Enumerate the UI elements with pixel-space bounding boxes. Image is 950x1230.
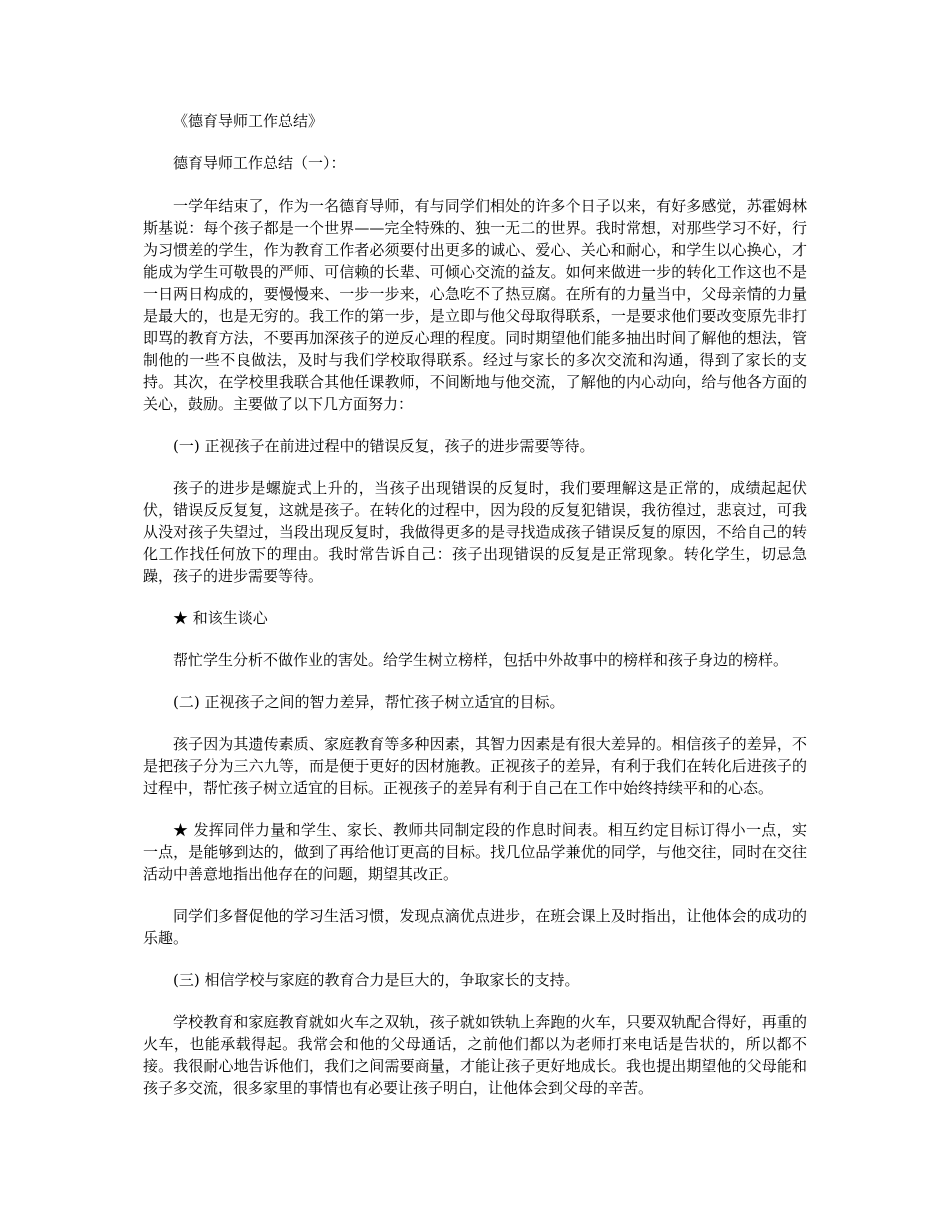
- document-title: 《德育导师工作总结》: [173, 112, 324, 130]
- section-heading-3: (三) 相信学校与家庭的教育合力是巨大的，争取家长的支持。: [173, 971, 580, 989]
- body-paragraph: 帮忙学生分析不做作业的害处。给学生树立榜样，包括中外故事中的榜样和孩子身边的榜样。: [173, 651, 789, 669]
- section-heading-1: (一) 正视孩子在前进过程中的错误反复，孩子的进步需要等待。: [173, 437, 595, 455]
- body-paragraph: 同学们多督促他的学习生活习惯，发现点滴优点进步，在班会课上及时指出，让他体会的成功的乐趣。: [143, 907, 807, 947]
- section-heading-2: (二) 正视孩子之间的智力差异，帮忙孩子树立适宜的目标。: [173, 693, 565, 711]
- star-item: ★ 和该生谈心: [173, 609, 268, 627]
- body-paragraph: 孩子的进步是螺旋式上升的，当孩子出现错误的反复时，我们要理解这是正常的，成绩起起伏伏，错误反反复复，这就是孩子。在转化的过程中，因为段的反复犯错误，我彷徨过，悲哀过，可我从没对孩子失望过，当段出现反复时，我做得更多的是寻找造成孩子错误反复的原因，不给自己的转化工作找任何放下的理由。我时常告诉自己：孩子出现错误的反复是正常现象。转化学生，切忌急躁，孩子的进步需要等待。: [143, 479, 807, 585]
- body-paragraph: 孩子因为其遗传素质、家庭教育等多种因素，其智力因素是有很大差异的。相信孩子的差异，不是把孩子分为三六九等，而是便于更好的因材施教。正视孩子的差异，有利于我们在转化后进孩子的过程中，帮忙孩子树立适宜的目标。正视孩子的差异有利于自己在工作中始终持续平和的心态。: [143, 735, 807, 797]
- star-item: ★ 发挥同伴力量和学生、家长、教师共同制定段的作息时间表。相互约定目标订得小一点，实一点，是能够到达的，做到了再给他订更高的目标。找几位品学兼优的同学，与他交往，同时在交往活动中善意地指出他存在的问题，期望其改正。: [143, 821, 807, 883]
- intro-paragraph: 一学年结束了，作为一名德育导师，有与同学们相处的许多个日子以来，有好多感觉，苏霍姆林斯基说：每个孩子都是一个世界——完全特殊的、独一无二的世界。我时常想，对那些学习不好，行为习惯差的学生，作为教育工作者必须要付出更多的诚心、爱心、关心和耐心，和学生以心换心，才能成为学生可敬畏的严师、可信赖的长辈、可倾心交流的益友。如何来做进一步的转化工作这也不是一日两日构成的，要慢慢来、一步一步来，心急吃不了热豆腐。在所有的力量当中，父母亲情的力量是最大的，也是无穷的。我工作的第一步，是立即与他父母取得联系，一是要求他们要改变原先非打即骂的教育方法，不要再加深孩子的逆反心理的程度。同时期望他们能多抽出时间了解他的想法，管制他的一些不良做法，及时与我们学校取得联系。经过与家长的多次交流和沟通，得到了家长的支持。其次，在学校里我联合其他任课教师，不间断地与他交流，了解他的内心动向，给与他各方面的关心，鼓励。主要做了以下几方面努力：: [143, 197, 807, 413]
- document-subtitle: 德育导师工作总结（一）：: [173, 154, 346, 172]
- body-paragraph: 学校教育和家庭教育就如火车之双轨，孩子就如铁轨上奔跑的火车，只要双轨配合得好，再重的火车，也能承载得起。我常会和他的父母通话，之前他们都以为老师打来电话是告状的，所以都不接。我很耐心地告诉他们，我们之间需要商量，才能让孩子更好地成长。我也提出期望他的父母能和孩子多交流，很多家里的事情也有必要让孩子明白，让他体会到父母的辛苦。: [143, 1013, 807, 1097]
- document-body: [143, 110, 807, 1119]
